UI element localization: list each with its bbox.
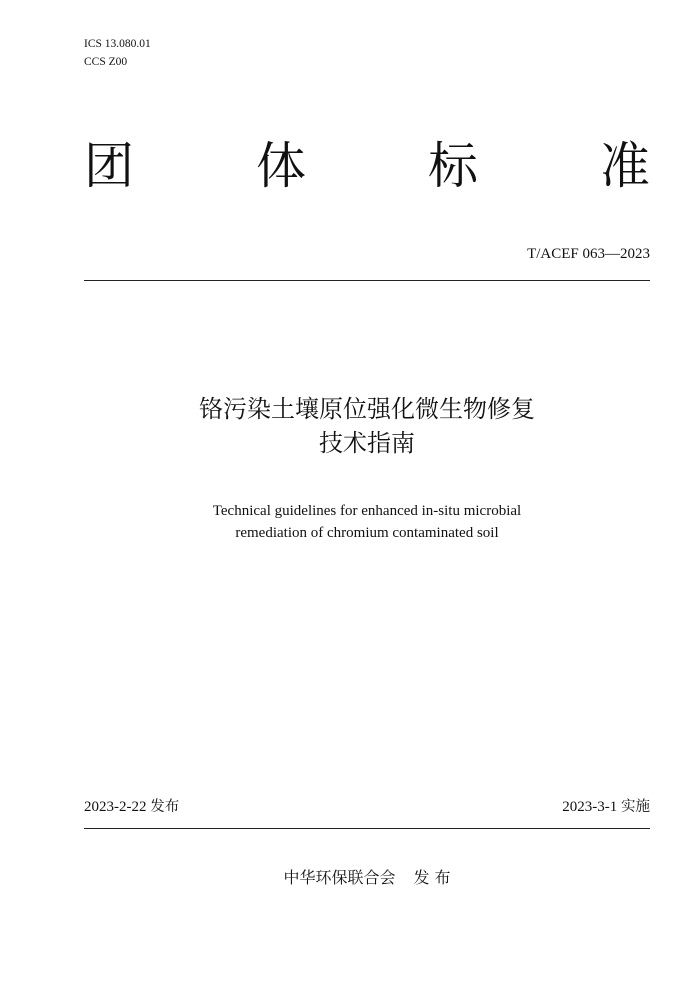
ics-code: ICS 13.080.01 (84, 38, 151, 50)
publisher-name: 中华环保联合会 (283, 868, 396, 887)
publisher-action: 发 布 (413, 868, 451, 887)
chinese-title-line-1: 铬污染土壤原位强化微生物修复 (199, 395, 535, 423)
ccs-code: CCS Z00 (84, 56, 128, 68)
effective-date-line (562, 797, 650, 817)
bottom-divider (84, 828, 650, 829)
heading-char-4: 准 (600, 137, 650, 195)
heading-char-1: 团 (84, 137, 134, 195)
chinese-title-line-2: 技术指南 (319, 429, 415, 457)
standard-number: T/ACEF 063—2023 (527, 246, 650, 262)
heading-char-2: 体 (256, 137, 306, 195)
top-divider (84, 280, 650, 281)
english-title-line-2: remediation of chromium contaminated soil (235, 525, 499, 541)
release-date: 2023-2-22 (84, 799, 147, 815)
effective-label: 实施 (621, 799, 650, 815)
english-title-line-1: Technical guidelines for enhanced in-situ microbial (212, 503, 522, 519)
effective-date: 2023-3-1 (562, 799, 618, 815)
release-date-line (84, 797, 179, 817)
release-label: 发布 (150, 799, 180, 815)
heading-char-3: 标 (428, 137, 478, 195)
document-type-heading (84, 136, 650, 196)
chinese-title (84, 392, 650, 460)
english-title (84, 500, 650, 544)
publisher-line (84, 867, 650, 889)
